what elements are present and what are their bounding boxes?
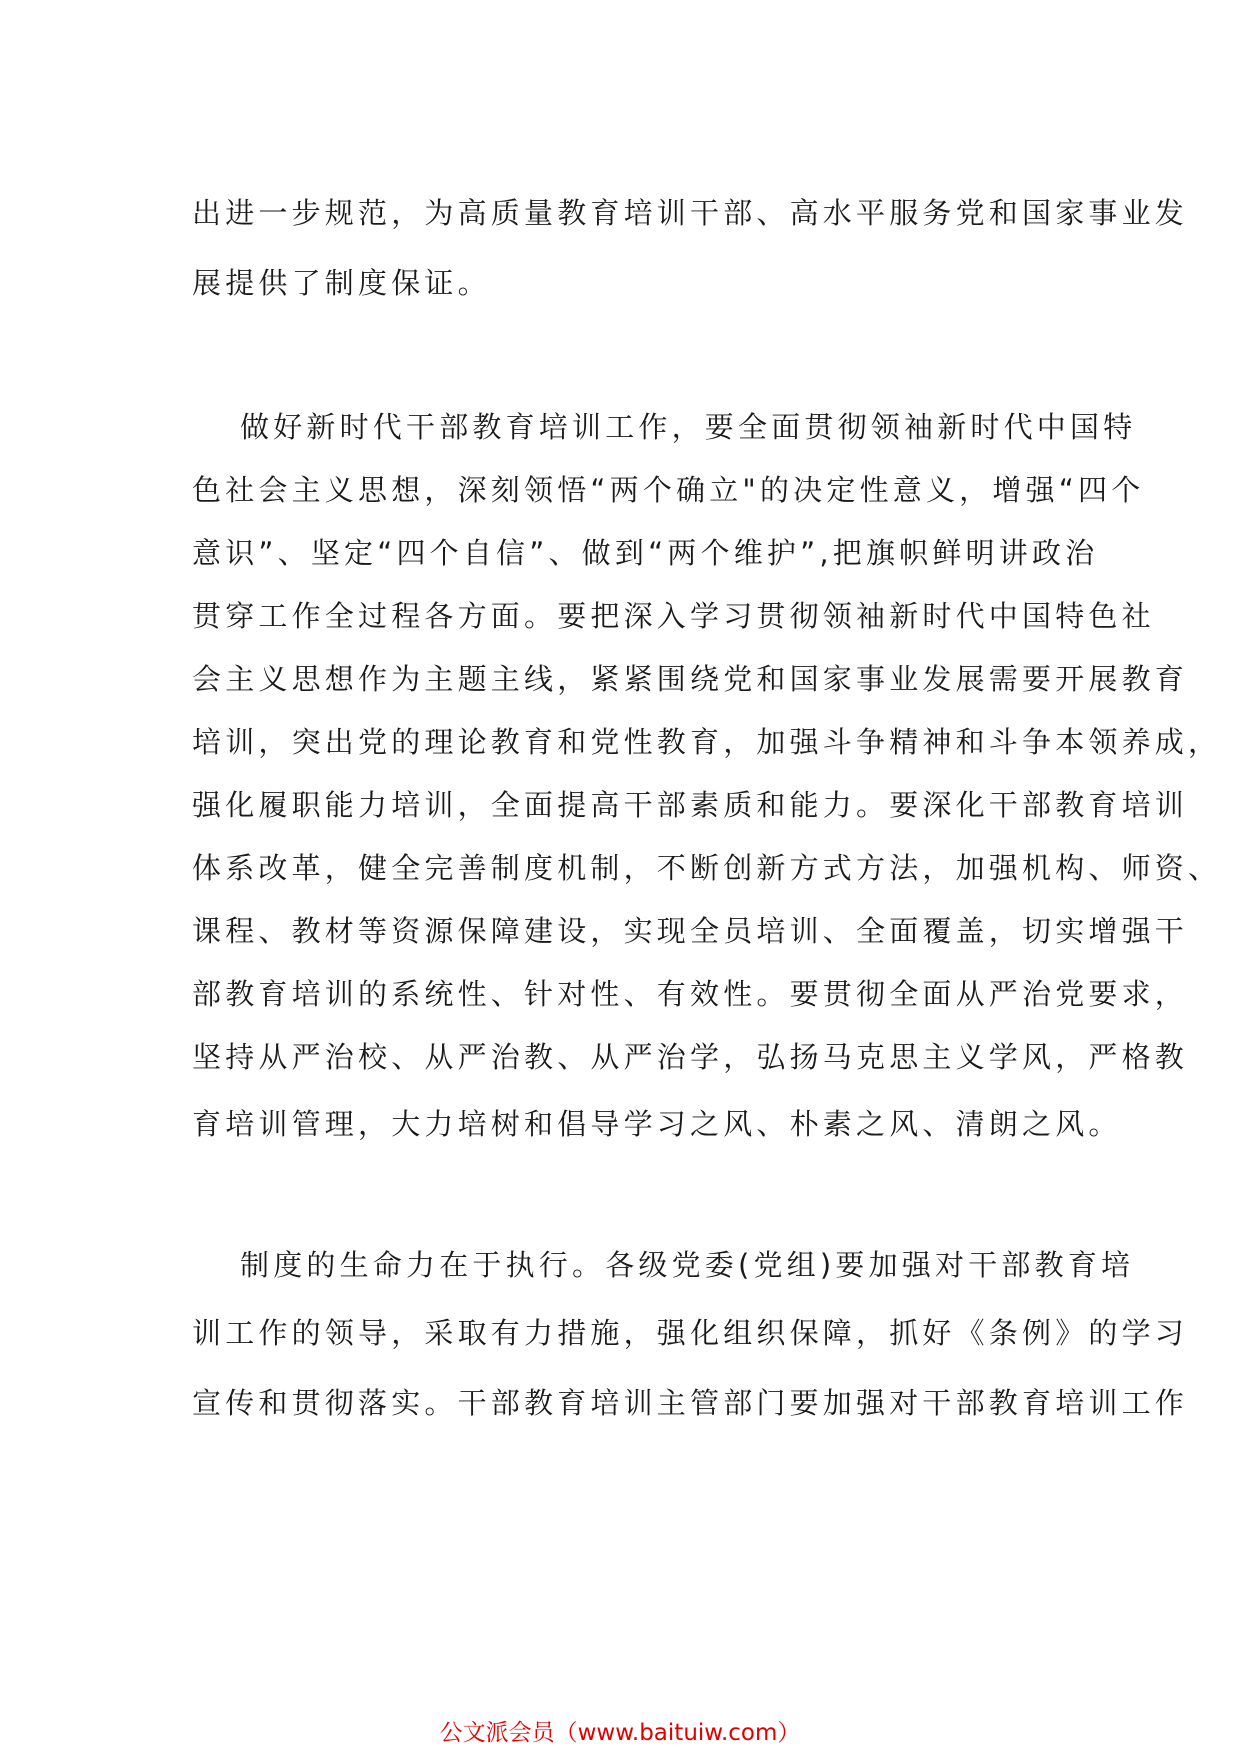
p2-line-8: 体系改革，健全完善制度机制，不断创新方式方法，加强机构、师资、 <box>192 851 1222 885</box>
p2-line-1: 做好新时代干部教育培训工作，要全面贯彻领袖新时代中国特 <box>240 410 1137 444</box>
p1-line-1: 出进一步规范，为高质量教育培训干部、高水平服务党和国家事业发 <box>192 196 1189 230</box>
p2-line-7: 强化履职能力培训，全面提高干部素质和能力。要深化干部教育培训 <box>192 788 1189 822</box>
p2-line-10: 部教育培训的系统性、针对性、有效性。要贯彻全面从严治党要求， <box>192 977 1189 1011</box>
p2-line-11: 坚持从严治校、从严治教、从严治学，弘扬马克思主义学风，严格教 <box>192 1040 1189 1074</box>
p2-line-12: 育培训管理，大力培树和倡导学习之风、朴素之风、清朗之风。 <box>192 1107 1122 1141</box>
p2-line-2: 色社会主义思想，深刻领悟“两个确立"的决定性意义，增强“四个 <box>192 473 1145 507</box>
footer-credit: 公文派会员（www.baituiw.com） <box>439 1720 801 1746</box>
p3-line-2: 训工作的领导，采取有力措施，强化组织保障，抓好《条例》的学习 <box>192 1316 1189 1350</box>
p3-line-1: 制度的生命力在于执行。各级党委(党组)要加强对干部教育培 <box>240 1248 1135 1282</box>
p2-line-3: 意识”、坚定“四个自信”、做到“两个维护”,把旗帜鲜明讲政治 <box>192 536 1099 570</box>
p2-line-9: 课程、教材等资源保障建设，实现全员培训、全面覆盖，切实增强干 <box>192 914 1189 948</box>
p2-line-4: 贯穿工作全过程各方面。要把深入学习贯彻领袖新时代中国特色社 <box>192 599 1155 633</box>
p2-line-5: 会主义思想作为主题主线，紧紧围绕党和国家事业发展需要开展教育 <box>192 662 1189 696</box>
p1-line-2: 展提供了制度保证。 <box>192 266 491 300</box>
p2-line-6: 培训，突出党的理论教育和党性教育，加强斗争精神和斗争本领养成， <box>192 725 1222 759</box>
p3-line-3: 宣传和贯彻落实。干部教育培训主管部门要加强对干部教育培训工作 <box>192 1386 1189 1420</box>
